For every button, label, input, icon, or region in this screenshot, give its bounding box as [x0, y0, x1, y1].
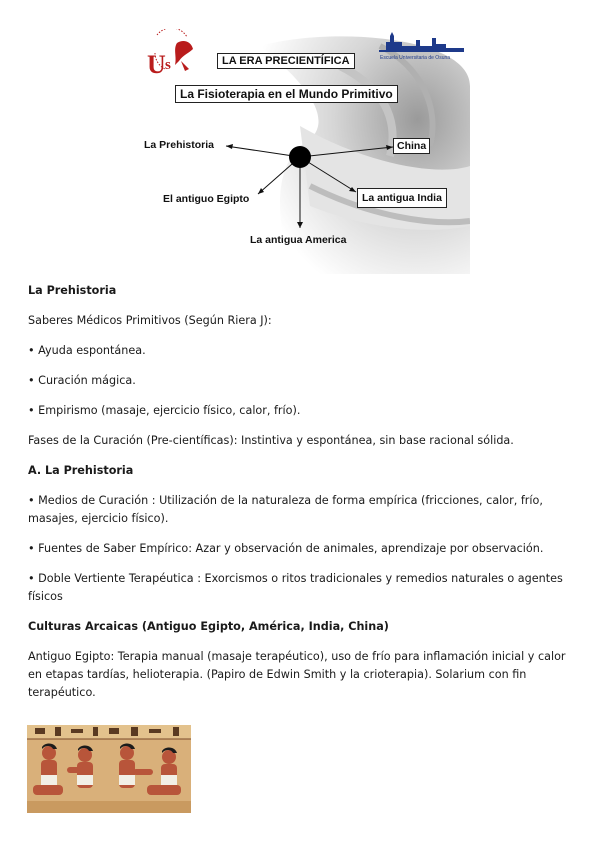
bullet-doble: • Doble Vertiente Terapéutica : Exorcismos o ritos tradicionales y remedios naturales o agentes físicos: [28, 572, 563, 603]
bullet-fuentes: • Fuentes de Saber Empírico: Azar y observación de animales, aprendizaje por observación.: [28, 542, 544, 555]
university-logo: [143, 29, 199, 77]
paragraph-fases: Fases de la Curación (Pre-científicas): Instintiva y espontánea, sin base racional sólida.: [28, 434, 514, 447]
svg-text:U: U: [147, 50, 166, 77]
diagram-subtitle: La Fisioterapia en el Mundo Primitivo: [175, 85, 398, 103]
heading-culturas: Culturas Arcaicas (Antiguo Egipto, América, India, China): [28, 620, 389, 633]
center-node: [289, 146, 311, 168]
bullet-curacion: • Curación mágica.: [28, 374, 136, 387]
era-title: LA ERA PRECIENTÍFICA: [217, 53, 355, 69]
paragraph-egipto: Antiguo Egipto: Terapia manual (masaje terapéutico), uso de frío para inflamación inicial y calor en etapas tardías, helioterapia. (Papiro de Edwin Smith y la crioterapia). Solarium con fin terapéutico.: [28, 650, 566, 699]
header-diagram: [140, 26, 470, 274]
node-india: La antigua India: [357, 188, 447, 208]
paragraph-saberes: Saberes Médicos Primitivos (Según Riera J):: [28, 314, 272, 327]
heading-a-prehistoria: A. La Prehistoria: [28, 464, 134, 477]
node-prehistoria: La Prehistoria: [144, 139, 215, 151]
bullet-ayuda: • Ayuda espontánea.: [28, 344, 146, 357]
heading-prehistoria: La Prehistoria: [28, 284, 117, 297]
egyptian-fresco-image: [27, 725, 191, 813]
school-logo-text: Escuela Universitaria de Osuna: [380, 55, 451, 61]
bullet-empirismo: • Empirismo (masaje, ejercicio físico, calor, frío).: [28, 404, 301, 417]
svg-text:s: s: [165, 57, 171, 73]
node-america: La antigua America: [250, 234, 347, 246]
bullet-medios: • Medios de Curación : Utilización de la naturaleza de forma empírica (fricciones, calor, frío, masajes, ejercicio físico).: [28, 494, 543, 525]
node-egipto: El antiguo Egipto: [163, 193, 250, 205]
document-body: [28, 282, 576, 714]
node-china: China: [393, 138, 430, 154]
